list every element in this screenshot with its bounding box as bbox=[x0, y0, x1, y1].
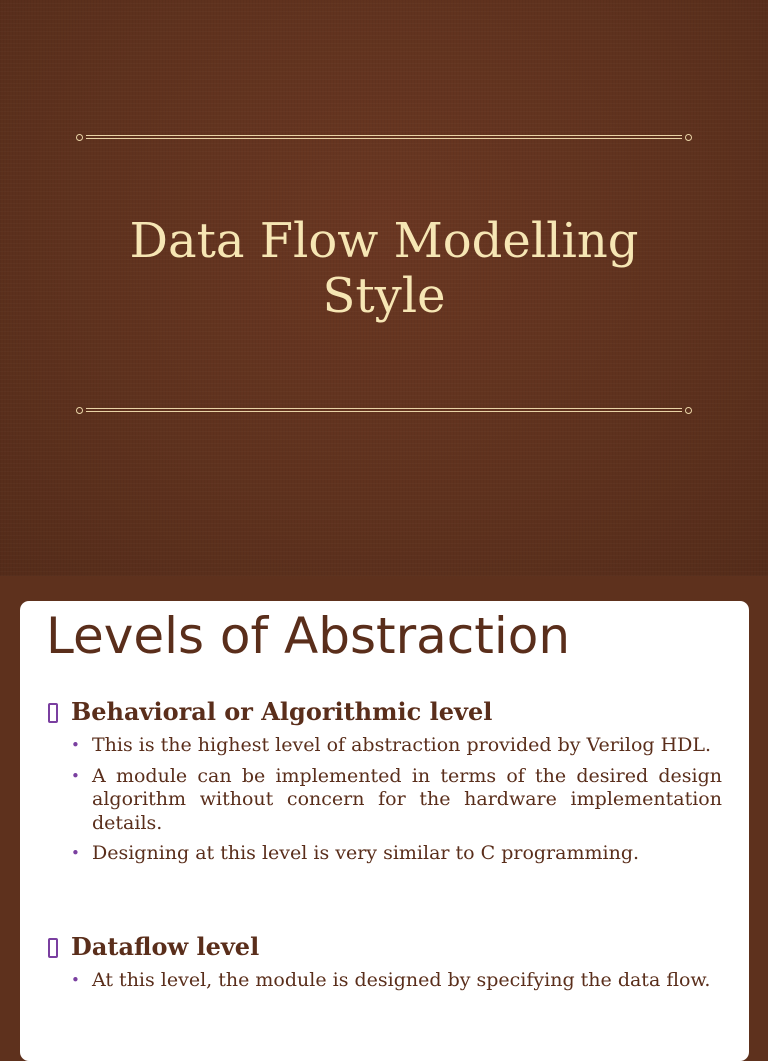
rule-end-ornament bbox=[76, 407, 83, 414]
rule-line bbox=[86, 411, 682, 412]
slide-title-line-1: Data Flow Modelling bbox=[129, 213, 639, 270]
list-item bbox=[46, 842, 722, 866]
section-heading bbox=[46, 932, 722, 962]
section-heading bbox=[46, 697, 722, 727]
rule-end-ornament bbox=[685, 134, 692, 141]
rule-line bbox=[86, 138, 682, 139]
section-title: Behavioral or Algorithmic level bbox=[71, 697, 493, 726]
list-item-text: At this level, the module is designed by specifying the data flow. bbox=[92, 969, 711, 991]
page-title: Levels of Abstraction bbox=[46, 607, 571, 665]
list-item bbox=[46, 765, 722, 836]
bullet-dot-icon: • bbox=[71, 971, 80, 989]
section-dataflow bbox=[46, 932, 722, 993]
bullet-list bbox=[46, 969, 722, 993]
slide-title bbox=[60, 214, 708, 324]
rule-end-ornament bbox=[76, 134, 83, 141]
bullet-dot-icon: • bbox=[71, 736, 80, 754]
rule-line bbox=[86, 408, 682, 409]
decorative-rule-bottom bbox=[76, 406, 692, 414]
list-item-text: A module can be implemented in terms of the desired design algorithm without concern for the hardware implementation details. bbox=[92, 764, 722, 834]
rule-end-ornament bbox=[685, 407, 692, 414]
rule-line bbox=[86, 135, 682, 136]
list-item-text: Designing at this level is very similar to C programming. bbox=[92, 842, 640, 864]
list-item bbox=[46, 969, 722, 993]
box-bullet-icon bbox=[48, 703, 58, 723]
list-item-text: This is the highest level of abstraction provided by Verilog HDL. bbox=[92, 734, 712, 756]
list-item bbox=[46, 734, 722, 758]
decorative-rule-top bbox=[76, 133, 692, 141]
bullet-list bbox=[46, 734, 722, 866]
slide-title-line-2: Style bbox=[322, 268, 446, 325]
section-title: Dataflow level bbox=[71, 932, 260, 961]
bullet-dot-icon: • bbox=[71, 766, 80, 785]
box-bullet-icon bbox=[48, 938, 58, 958]
bullet-dot-icon: • bbox=[71, 844, 80, 862]
section-behavioral bbox=[46, 697, 722, 866]
